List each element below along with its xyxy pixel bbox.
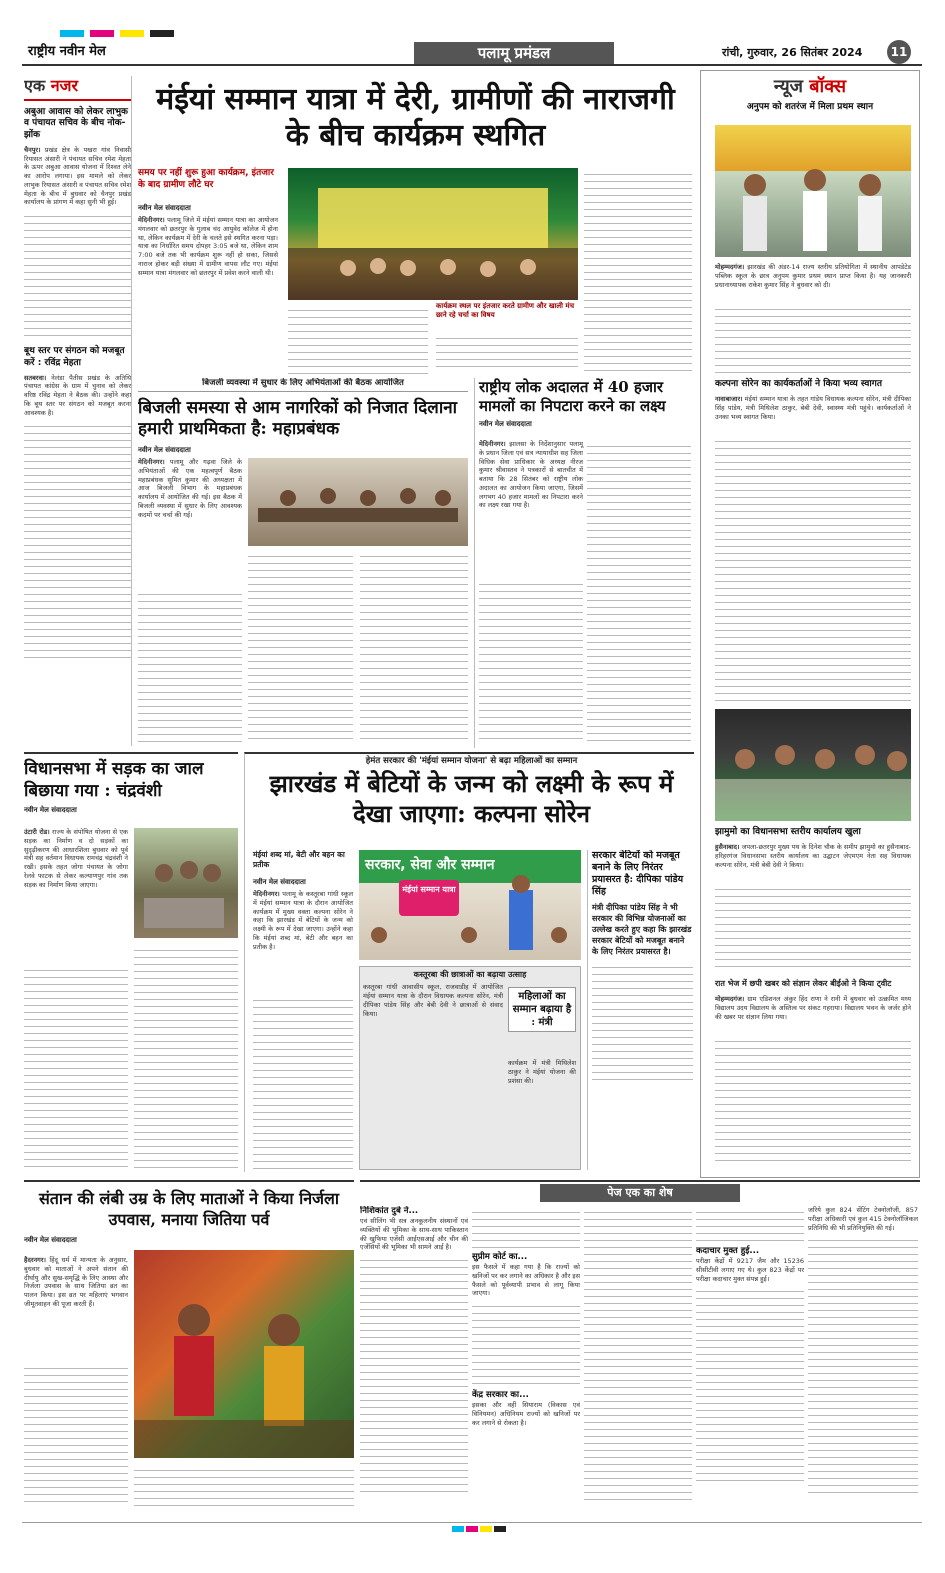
- date-line: रांची, गुरुवार, 26 सितंबर 2024: [722, 46, 863, 59]
- rest-item-text: जरिये कुल 824 सेंटिंग टेक्नोलॉजी, 857 परीक्षा अधिकारी एवं कुल 415 टेक्नोलॉजिकल प्रतिनिधि की भी प्रतिनियुक्ति की गई।: [808, 1206, 918, 1232]
- body-text-lines: [24, 210, 131, 340]
- lok-adalat-headline: राष्ट्रीय लोक अदालत में 40 हजार मामलों का निपटारा करने का लक्ष्य: [479, 378, 666, 415]
- news-body: [715, 843, 911, 869]
- lead-story: [138, 76, 693, 376]
- jitiya-body: [24, 1256, 128, 1309]
- hemant-dateline: मेदिनीनगर।: [253, 890, 280, 898]
- speaker-illustration: [359, 850, 581, 960]
- banner-text: सरकार, सेवा और सम्मान: [365, 857, 495, 873]
- jitiya-photo: [134, 1250, 354, 1458]
- body-text-lines: [584, 1206, 692, 1506]
- rest-item-title: सुप्रीम कोर्ट का...: [472, 1252, 528, 1262]
- tag-b: बॉक्स: [809, 76, 847, 97]
- stage-banner-illustration: [288, 168, 578, 300]
- publication-name: राष्ट्रीय नवीन मेल: [28, 44, 106, 59]
- story-body: [24, 146, 131, 207]
- hemant-text: पलामू के कस्तूरबा गांधी स्कूल में मंईयां सम्मान यात्रा के दौरान आयोजित कार्यक्रम में मुख्य वक्ता कल्पना सोरेन ने कहा कि झारखंड में बेटियों के जन्म को लक्ष्मी के रूप में देखा जाएगा। उन्होंने कहा कि मंईयां शब्द मां, बेटी और बहन का प्रतीक है।: [253, 890, 353, 951]
- lok-adalat-text: झालसा के निर्देशानुसार पलामू के प्रधान जिला एवं सत्र न्यायाधीश सह जिला विधिक सेवा प्राधिकार के अध्यक्ष नीरज कुमार श्रीवास्तव ने पत्रकारों से बातचीत में बताया कि 28 सितंबर को राष्ट्रीय लोक अदालत का आयोजन किया जाएगा, जिसमें लगभग 40 हजार मामलों का निपटारा करने का लक्ष्य रखा गया है।: [479, 440, 583, 510]
- tag-b: नजर: [50, 76, 79, 95]
- bijli-photo: [248, 458, 468, 546]
- news-photo-office: [715, 709, 911, 821]
- bijli-dateline: मेदिनीनगर।: [138, 458, 165, 466]
- body-text-lines: [360, 550, 468, 744]
- jitiya-byline: नवीन मेल संवाददाता: [24, 1236, 77, 1244]
- box-title: कस्तूरबा की छात्राओं का बढ़ाया उत्साह: [413, 970, 527, 979]
- body-text-lines: [134, 944, 238, 1170]
- body-text-lines: [696, 1206, 804, 1246]
- jitiya-text: हिंदू धर्म में मान्यता के अनुसार, बुधवार को माताओं ने अपने संतान की दीर्घायु और सुख-समृद्धि के लिए आस्था और निर्जला उपवास के साथ जितिया व्रत का पालन किया। इस व्रत पर महिलाएं भगवान जीमूतवाहन की पूजा करती हैं।: [24, 1256, 128, 1308]
- bottom-register-bar: [22, 1522, 922, 1532]
- foundation-illustration: [134, 828, 238, 938]
- story-title: बूथ स्तर पर संगठन को मजबूत करें : रविंद्र मेहता: [24, 346, 125, 368]
- section-title: पलामू प्रमंडल: [414, 42, 614, 64]
- bijli-byline: नवीन मेल संवाददाता: [138, 446, 191, 455]
- body-text-lines: [479, 578, 583, 744]
- page-number: 11: [887, 40, 911, 64]
- color-strip-yellow: [120, 30, 144, 37]
- body-text-lines: [24, 420, 131, 660]
- bijli-subhead: बिजली व्यवस्था में सुधार के लिए अभियंताओं की बैठक आयोजित: [138, 378, 468, 392]
- sadak-dateline: उंटारी रोड।: [24, 828, 50, 836]
- body-text-lines: [436, 332, 578, 372]
- rest-col-5: [808, 1206, 918, 1506]
- deepika-quote: [587, 850, 693, 1170]
- banner-logo: मंईयां सम्मान यात्रा: [399, 880, 459, 916]
- body-text-lines: [584, 168, 692, 374]
- sadak-body: [24, 828, 128, 889]
- box-text: कस्तूरबा गांधी आवासीय स्कूल, राजवाडीह में आयोजित मंईयां सम्मान यात्रा के दौरान विधायक कल्पना सोरेन, मंत्री दीपिका पांडेय सिंह और बेबी देवी ने छात्राओं से संवाद किया।: [363, 983, 503, 1018]
- jitiya-headline: संतान की लंबी उम्र के लिए माताओं ने किया निर्जला उपवास, मनाया जितिया पर्व: [38, 1189, 340, 1229]
- lok-adalat-body: [479, 440, 583, 510]
- rest-item-text: इस फैसले में कहा गया है कि राज्यों को खनिजों पर कर लगाने का अधिकार है और इस फैसले को पूर्वव्यापी प्रभाव से लागू किया जाएगा।: [472, 1263, 580, 1298]
- lead-dateline: मेदिनीनगर।: [138, 216, 165, 224]
- lead-headline: मंईयां सम्मान यात्रा में देरी, ग्रामीणों की नाराजगी के बीच कार्यक्रम स्थगित: [156, 82, 675, 153]
- color-strip-cyan: [60, 30, 84, 37]
- tag-a: एक: [24, 76, 46, 95]
- body-text-lines: [288, 304, 428, 374]
- lead-photo: [288, 168, 578, 300]
- body-text-lines: [24, 1362, 128, 1508]
- jitiya-dateline: हैदरनगर।: [24, 1256, 46, 1264]
- rest-item-title: कदाचार मुक्त हुई...: [696, 1246, 760, 1256]
- hemant-subhead: हेमंत सरकार की 'मंईयां सम्मान योजना' से बढ़ा महिलाओं का सम्मान: [365, 756, 578, 766]
- sadak-story: [24, 752, 238, 1172]
- news-text: ग्राम एडिशनल अंकुर हिंद राणा ने रानी में बुधवार को उत्क्रमित मध्य विद्यालय उदय विद्यालय के अस्तित्व पर संकट गहराया। विद्यालय भवन के जर्जर होने की खबर पर संज्ञान लिया गया।: [715, 995, 911, 1021]
- page-one-rest-title: पेज एक का शेष: [540, 1184, 740, 1202]
- color-strip-black: [494, 1526, 506, 1532]
- bijli-headline: बिजली समस्या से आम नागरिकों को निजात दिलाना हमारी प्राथमिकता है: महाप्रबंधक: [138, 398, 458, 440]
- award-illustration: [715, 125, 911, 257]
- lead-body: [138, 216, 278, 277]
- tag-a: न्यूज: [773, 76, 803, 97]
- rest-col-4: [696, 1206, 804, 1506]
- body-text-lines: [592, 961, 693, 1081]
- news-box-tag: [705, 75, 915, 98]
- story-title: अबुआ आवास को लेकर लाभुक व पंचायत सचिव के बीच नोक-झोंक: [24, 106, 128, 141]
- hemant-story: [244, 752, 694, 1172]
- sadak-headline: विधानसभा में सड़क का जाल बिछाया गया : चंद्रवंशी: [24, 759, 204, 801]
- ek-nazar-tag: [24, 76, 131, 101]
- color-strip-magenta: [90, 30, 114, 37]
- news-body: [715, 395, 911, 421]
- quote-box-text: कार्यक्रम में मंत्री मिथिलेश ठाकुर ने मंईयां योजना की प्रशंसा की।: [508, 1059, 576, 1085]
- story-dateline: चैनपुर।: [24, 145, 41, 154]
- deepika-quote-text: मंत्री दीपिका पांडेय सिंह ने भी सरकार की विभिन्न योजनाओं का उल्लेख करते हुए कहा कि झारखंड सरकार बेटियों को मजबूत बनाने के लिए निरंतर प्रयासरत है।: [592, 903, 692, 956]
- news-box: [700, 70, 920, 1178]
- bijli-story: [138, 378, 468, 748]
- news-title: अनुपम को शतरंज में मिला प्रथम स्थान: [746, 102, 874, 113]
- hemant-headline: झारखंड में बेटियों के जन्म को लक्ष्मी के रूप में देखा जाएगा: कल्पना सोरेन: [269, 769, 674, 829]
- body-text-lines: [472, 1206, 580, 1252]
- rest-item-text: एवं सीलिंग भी सत्र अनकूलनीय संस्थानों एवं व्यक्तियों की भूमिका के साथ-साथ पाकिस्तान की खुफिया एजेंसी आईएसआई और चीन की एजेंसियों की भूमिका भी सामने आई है।: [360, 1217, 468, 1252]
- story-text: प्रखंड क्षेत्र के पखरा गांव निवासी रियासत अंसारी ने पंचायत सचिव रमेश मेहता के ऊपर अबुआ आवास योजना में रिश्वत लेने का आरोप लगाया। इस मामले को लेकर लाभुक रियासत अंसारी व पंचायत सचिव रमेश मेहता के बीच में बुधवार को चैनपुर प्रखंड कार्यालय के प्रांगण में कहा सुनी भी हुई।: [24, 145, 131, 207]
- lok-adalat-byline: नवीन मेल संवाददाता: [479, 420, 532, 428]
- color-strip-black: [150, 30, 174, 37]
- left-column: [24, 76, 132, 746]
- rest-item-title: केंद्र सरकार का...: [472, 1390, 529, 1401]
- deepika-quote-title: सरकार बेटियों को मजबूत बनाने के लिए निरंतर प्रयासरत है: दीपिका पांडेय सिंह: [592, 850, 684, 897]
- sadak-text: राज्य के संपोषित योजना से एक सड़क का निर्माण व दो सड़कों का सुदृढ़ीकरण की आधारशिला बुधवार को पूर्व मंत्री सह वर्तमान विधायक रामचंद्र चंद्रवंशी ने रखी। इसके तहत जोगा पंचायत के जोगा रेलवे फाटक से लेकर कल्याणपुर गांव तक सड़क का निर्माण किया जाएगा।: [24, 828, 128, 889]
- crowd-illustration: [715, 709, 911, 821]
- story-body: [24, 374, 131, 418]
- rest-item-title: निशिकांत दुबे ने...: [360, 1206, 419, 1216]
- body-text-lines: [808, 1234, 918, 1494]
- news-text: झारखंड की अंडर-14 राज्य स्तरीय प्रतियोगिता में स्थानीय आपडेटेड पब्लिक स्कूल के छात्र अनुपम कुमार प्रथम स्थान प्राप्त किया है। यह जानकारी प्रधानाध्यापक राकेश कुमार सिंह ने बुधवार को दी।: [715, 263, 911, 289]
- sadak-byline: नवीन मेल संवाददाता: [24, 806, 77, 814]
- hemant-kicker: मंईयां शब्द मां, बेटी और बहन का प्रतीक: [253, 850, 345, 869]
- page-one-rest: [360, 1180, 920, 1510]
- body-text-lines: [253, 994, 353, 1170]
- color-strip-magenta: [466, 1526, 478, 1532]
- quote-box-title: महिलाओं का सम्मान बढ़ाया है : मंत्री: [508, 987, 576, 1032]
- photo-caption: कार्यक्रम स्थल पर इंतजार करते ग्रामीण और खाली मंच छाने रहे चर्चा का विषय: [436, 302, 575, 320]
- body-text-lines: [472, 1300, 580, 1390]
- sadak-photo: [134, 828, 238, 938]
- body-text-lines: [134, 1464, 354, 1508]
- news-body: [715, 995, 911, 1021]
- news-title: झामुमो का विधानसभा स्तरीय कार्यालय खुला: [715, 827, 861, 837]
- color-strip-yellow: [480, 1526, 492, 1532]
- news-dateline: हुसैनाबाद।: [715, 843, 740, 851]
- rest-col-1: [360, 1206, 468, 1506]
- rest-item-text: इसका और वहीं सियाराम (विकास एवं विनियमन) अधिनियम राज्यों को खनिजों पर कर लगाने से रोकता है।: [472, 1401, 580, 1427]
- lead-byline: नवीन मेल संवाददाता: [138, 204, 191, 212]
- hemant-byline: नवीन मेल संवाददाता: [253, 878, 306, 886]
- hemant-photo: [359, 850, 581, 960]
- jitiya-story: [24, 1180, 354, 1510]
- body-text-lines: [715, 883, 911, 973]
- page-header: [22, 38, 922, 66]
- story-dateline: सतबरवा।: [24, 373, 47, 382]
- bijli-text: पलामू और गढ़वा जिले के अभियंताओं की एक महत्वपूर्ण बैठक महाप्रबंधक सुमित कुमार की अध्यक्षता में आज बिजली विभाग के महाप्रबंधक कार्यालय में आयोजित की गई। इस बैठक में बिजली व्यवस्था में सुधार के लिए आवश्यक कदमों पर चर्चा की गई।: [138, 458, 243, 519]
- lok-adalat-dateline: मेदिनीनगर।: [479, 440, 506, 448]
- lok-adalat-story: [474, 378, 694, 748]
- rest-item-text: परीक्षा केंद्रों में 9217 जैम और 15236 सीसीटीवी लगाए गए थे। कुल 823 केंद्रों पर परीक्षा कदाचार मुक्त संपन्न हुई।: [696, 1257, 804, 1283]
- body-text-lines: [248, 550, 353, 744]
- story-text: नेलंडा पैतीस प्रखंड के अतिथि पंचायत कांग्रेस के ग्राम में चुनाव को लेकर वरिष्ठ रविंद्र मेहता ने बैठक की। उन्होंने कहा कि बूथ स्तर पर संगठन को मजबूत करना आवश्यक है।: [24, 373, 131, 417]
- news-dateline: मोहम्मदगंज।: [715, 995, 745, 1003]
- news-dateline: नावाबाजार।: [715, 395, 743, 403]
- lead-text: पलामू जिले में मंईयां सम्मान यात्रा का आयोजन मंगलवार को छतरपुर के गुलाब चंद आयुवेद कॉलेज में होना था, लेकिन कार्यक्रम में देरी के चलते इसे स्थगित करना पड़ा। यात्रा का निर्धारित समय दोपहर 3:05 बजे था, लेकिन शाम 7:00 बजे तक भी कार्यक्रम शुरू नहीं हो सका, जिससे नाराज होकर बड़ी संख्या में ग्रामीण वापस लौट गए। मंईयां सम्मान यात्रा मंगलवार को छतरपुर में प्रवेश करने वाली थी।: [138, 216, 278, 277]
- news-text: मंईयां सम्मान यात्रा के तहत गांडेय विधायक कल्पना सोरेन, मंत्री दीपिका सिंह पांडेय, मंत्री मिथिलेश ठाकुर, बेबी देवी, स्वास्थ्य मंत्री पहुंचे। कार्यकर्ताओं ने उनका भव्य स्वागत किया।: [715, 395, 911, 421]
- body-text-lines: [715, 435, 911, 705]
- body-text-lines: [715, 1035, 911, 1165]
- hemant-body: [253, 890, 353, 951]
- body-text-lines: [696, 1285, 804, 1485]
- body-text-lines: [715, 303, 911, 373]
- body-text-lines: [587, 440, 691, 744]
- color-strip-cyan: [452, 1526, 464, 1532]
- news-body: [715, 263, 911, 289]
- news-text: जपला-छतरपुर मुख्य पथ के दिनेश चौक के समीप झामुमो का हुसैनाबाद-हरिहरगंज विधानसभा स्तरीय कार्यालय का उद्घाटन जेएमएम नेता सह विधायक कल्पना सोरेन, मंत्री बेबी देवी ने किया।: [715, 843, 911, 869]
- body-text-lines: [360, 1254, 468, 1494]
- lead-kicker: समय पर नहीं शुरू हुआ कार्यक्रम, इंतजार के बाद ग्रामीण लौटे घर: [138, 168, 274, 190]
- news-photo-chess: [715, 125, 911, 257]
- news-dateline: मोहम्मदगंज।: [715, 263, 745, 271]
- bijli-body: [138, 458, 242, 519]
- rest-col-2: [472, 1206, 580, 1506]
- kasturba-box: [359, 966, 581, 1170]
- news-title: रात भेज में छपी खबर को संज्ञान लेकर बीईओ ने किया ट्वीट: [715, 979, 892, 988]
- rest-col-3: [584, 1206, 692, 1506]
- body-text-lines: [138, 588, 242, 744]
- news-title: कल्पना सोरेन का कार्यकर्ताओं ने किया भव्य स्वागत: [715, 379, 882, 389]
- puja-illustration: [134, 1250, 354, 1458]
- body-text-lines: [24, 964, 128, 1170]
- meeting-illustration: [248, 458, 468, 546]
